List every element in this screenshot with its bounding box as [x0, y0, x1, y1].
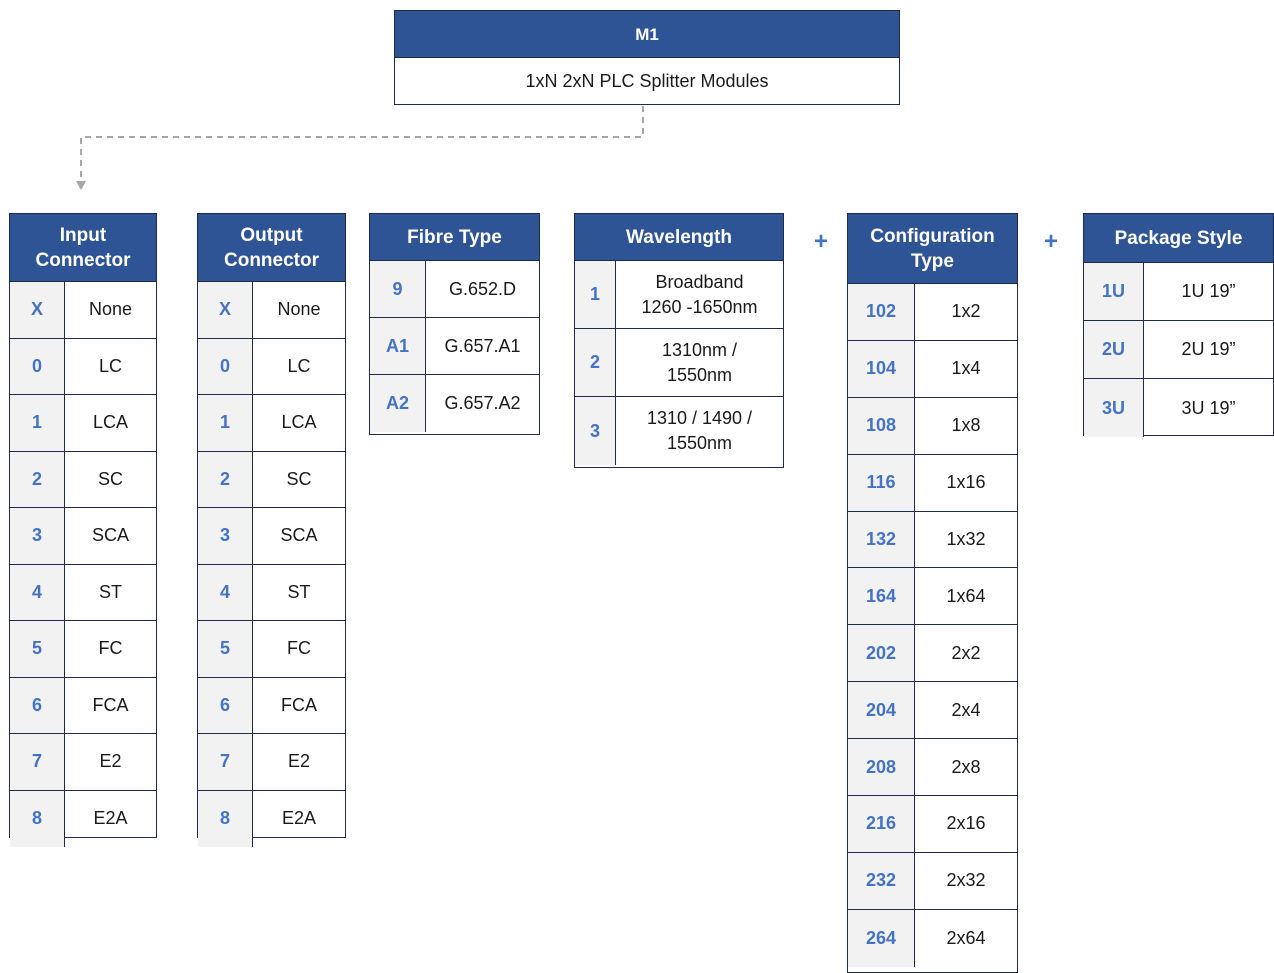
- fibre-type-code: A1: [370, 318, 426, 374]
- input-connector-code: 8: [10, 791, 65, 848]
- configuration-type-value: 1x32: [946, 529, 986, 549]
- configuration-type-row: [848, 568, 1017, 625]
- package-style-code: 1U: [1084, 263, 1144, 320]
- output-connector-code: 7: [198, 734, 253, 790]
- configuration-type-row: [848, 512, 1017, 569]
- fibre-type-value: G.652.D: [448, 278, 517, 299]
- package-style-table: [1083, 213, 1274, 436]
- fibre-type-value: G.657.A2: [444, 393, 521, 413]
- output-connector-row: [198, 282, 345, 339]
- input-connector-value: ST: [98, 581, 122, 602]
- output-connector-value: E2: [287, 751, 311, 772]
- input-connector-value: FC: [98, 638, 123, 659]
- package-style-row: [1084, 263, 1273, 321]
- input-connector-row: [10, 395, 156, 452]
- configuration-type-row: [848, 455, 1017, 512]
- wavelength-row: [575, 397, 783, 465]
- input-connector-code: X: [10, 282, 65, 338]
- module-code: M1: [395, 11, 899, 58]
- configuration-type-code: 108: [848, 398, 915, 454]
- output-connector-row: [198, 452, 345, 509]
- configuration-type-row: [848, 796, 1017, 853]
- configuration-type-value: 1x2: [951, 301, 981, 322]
- output-connector-value: None: [277, 299, 321, 320]
- input-connector-header: Input Connector: [10, 214, 156, 282]
- fibre-type-code: 9: [370, 261, 426, 317]
- configuration-type-value: 2x64: [946, 927, 986, 948]
- input-connector-code: 2: [10, 452, 65, 508]
- input-connector-value: None: [88, 299, 133, 320]
- fibre-type-code: A2: [370, 375, 426, 432]
- output-connector-code: 1: [198, 395, 253, 451]
- configuration-type-row: [848, 739, 1017, 796]
- configuration-type-row: [848, 625, 1017, 682]
- output-connector-value: FC: [287, 638, 311, 659]
- wavelength-code: 3: [575, 397, 616, 465]
- plus-symbol-1: +: [813, 228, 828, 255]
- configuration-type-row: [848, 284, 1017, 341]
- input-connector-value: LC: [98, 355, 122, 376]
- wavelength-value: Broadband 1260 -1650nm: [641, 271, 758, 317]
- output-connector-value: E2A: [281, 808, 317, 829]
- configuration-type-row: [848, 682, 1017, 739]
- input-connector-value: E2: [99, 751, 122, 772]
- configuration-type-code: 208: [848, 739, 915, 795]
- output-connector-code: 3: [198, 508, 253, 564]
- connector-arrow: [0, 0, 1274, 200]
- input-connector-code: 3: [10, 508, 65, 564]
- configuration-type-row: [848, 341, 1017, 398]
- fibre-type-row: [370, 318, 539, 375]
- configuration-type-row: [848, 398, 1017, 455]
- output-connector-code: 5: [198, 621, 253, 677]
- configuration-type-value: 2x4: [951, 699, 981, 720]
- package-style-row: [1084, 321, 1273, 379]
- configuration-type-value: 1x16: [946, 472, 986, 493]
- output-connector-value: SCA: [280, 525, 318, 546]
- output-connector-row: [198, 565, 345, 622]
- configuration-type-value: 2x8: [951, 756, 981, 777]
- output-connector-row: [198, 339, 345, 396]
- configuration-type-value: 1x8: [951, 415, 981, 436]
- input-connector-code: 4: [10, 565, 65, 621]
- package-style-value: 3U 19”: [1181, 397, 1236, 418]
- output-connector-value: FCA: [281, 694, 317, 715]
- wavelength-table: [574, 213, 784, 468]
- package-style-row: [1084, 379, 1273, 437]
- plus-symbol-2: +: [1043, 228, 1058, 255]
- output-connector-header: Output Connector: [198, 214, 345, 282]
- input-connector-value: LCA: [92, 412, 128, 433]
- input-connector-table: [9, 213, 157, 838]
- output-connector-value: ST: [287, 581, 311, 602]
- configuration-type-header: Configuration Type: [848, 214, 1017, 284]
- input-connector-code: 1: [10, 395, 65, 451]
- fibre-type-header: Fibre Type: [370, 214, 539, 261]
- input-connector-row: [10, 621, 156, 678]
- output-connector-row: [198, 734, 345, 791]
- configuration-type-code: 204: [848, 682, 915, 738]
- output-connector-table: [197, 213, 346, 838]
- input-connector-value: SCA: [91, 525, 129, 546]
- fibre-type-row: [370, 375, 539, 432]
- package-style-code: 3U: [1084, 379, 1144, 437]
- input-connector-code: 0: [10, 339, 65, 395]
- configuration-type-code: 202: [848, 625, 915, 681]
- configuration-type-code: 116: [848, 455, 915, 511]
- output-connector-value: LC: [287, 355, 311, 376]
- input-connector-value: FCA: [92, 694, 129, 715]
- configuration-type-code: 232: [848, 853, 915, 909]
- connector-line: [81, 106, 643, 180]
- fibre-type-table: [369, 213, 540, 435]
- wavelength-row: [575, 261, 783, 329]
- configuration-type-code: 216: [848, 796, 915, 852]
- output-connector-code: X: [198, 282, 253, 338]
- configuration-type-value: 2x16: [946, 813, 986, 834]
- input-connector-value: E2A: [93, 808, 128, 829]
- output-connector-row: [198, 508, 345, 565]
- configuration-type-row: [848, 910, 1017, 967]
- configuration-type-value: 2x2: [951, 642, 981, 663]
- output-connector-code: 2: [198, 452, 253, 508]
- package-style-code: 2U: [1084, 321, 1144, 378]
- module-description: 1xN 2xN PLC Splitter Modules: [525, 71, 769, 91]
- output-connector-code: 8: [198, 791, 253, 848]
- wavelength-header: Wavelength: [575, 214, 783, 261]
- output-connector-row: [198, 395, 345, 452]
- fibre-type-value: G.657.A1: [444, 335, 521, 356]
- arrow-head-icon: [76, 181, 86, 190]
- configuration-type-code: 164: [848, 568, 915, 624]
- package-style-value: 1U 19”: [1181, 281, 1236, 301]
- input-connector-value: SC: [97, 468, 123, 489]
- input-connector-row: [10, 678, 156, 735]
- package-style-header: Package Style: [1084, 214, 1273, 263]
- output-connector-code: 0: [198, 339, 253, 395]
- input-connector-code: 7: [10, 734, 65, 790]
- input-connector-row: [10, 282, 156, 339]
- input-connector-code: 6: [10, 678, 65, 734]
- wavelength-code: 1: [575, 261, 616, 328]
- input-connector-row: [10, 452, 156, 509]
- input-connector-row: [10, 734, 156, 791]
- input-connector-row: [10, 565, 156, 622]
- configuration-type-row: [848, 853, 1017, 910]
- configuration-type-value: 1x4: [951, 358, 981, 379]
- input-connector-row: [10, 791, 156, 848]
- configuration-type-code: 264: [848, 910, 915, 967]
- output-connector-row: [198, 621, 345, 678]
- input-connector-row: [10, 508, 156, 565]
- configuration-type-code: 104: [848, 341, 915, 397]
- configuration-type-code: 102: [848, 284, 915, 340]
- output-connector-value: SC: [286, 468, 312, 489]
- output-connector-row: [198, 791, 345, 848]
- wavelength-value: 1310 / 1490 / 1550nm: [646, 408, 753, 453]
- configuration-type-value: 1x64: [946, 585, 986, 606]
- fibre-type-row: [370, 261, 539, 318]
- input-connector-code: 5: [10, 621, 65, 677]
- output-connector-code: 6: [198, 678, 253, 734]
- output-connector-row: [198, 678, 345, 735]
- configuration-type-code: 132: [848, 512, 915, 568]
- output-connector-code: 4: [198, 565, 253, 621]
- wavelength-row: [575, 329, 783, 397]
- wavelength-value: 1310nm / 1550nm: [661, 339, 738, 385]
- input-connector-row: [10, 339, 156, 396]
- configuration-type-table: [847, 213, 1018, 973]
- configuration-type-value: 2x32: [946, 870, 986, 891]
- output-connector-value: LCA: [281, 412, 317, 433]
- wavelength-code: 2: [575, 329, 616, 396]
- package-style-value: 2U 19”: [1181, 339, 1236, 359]
